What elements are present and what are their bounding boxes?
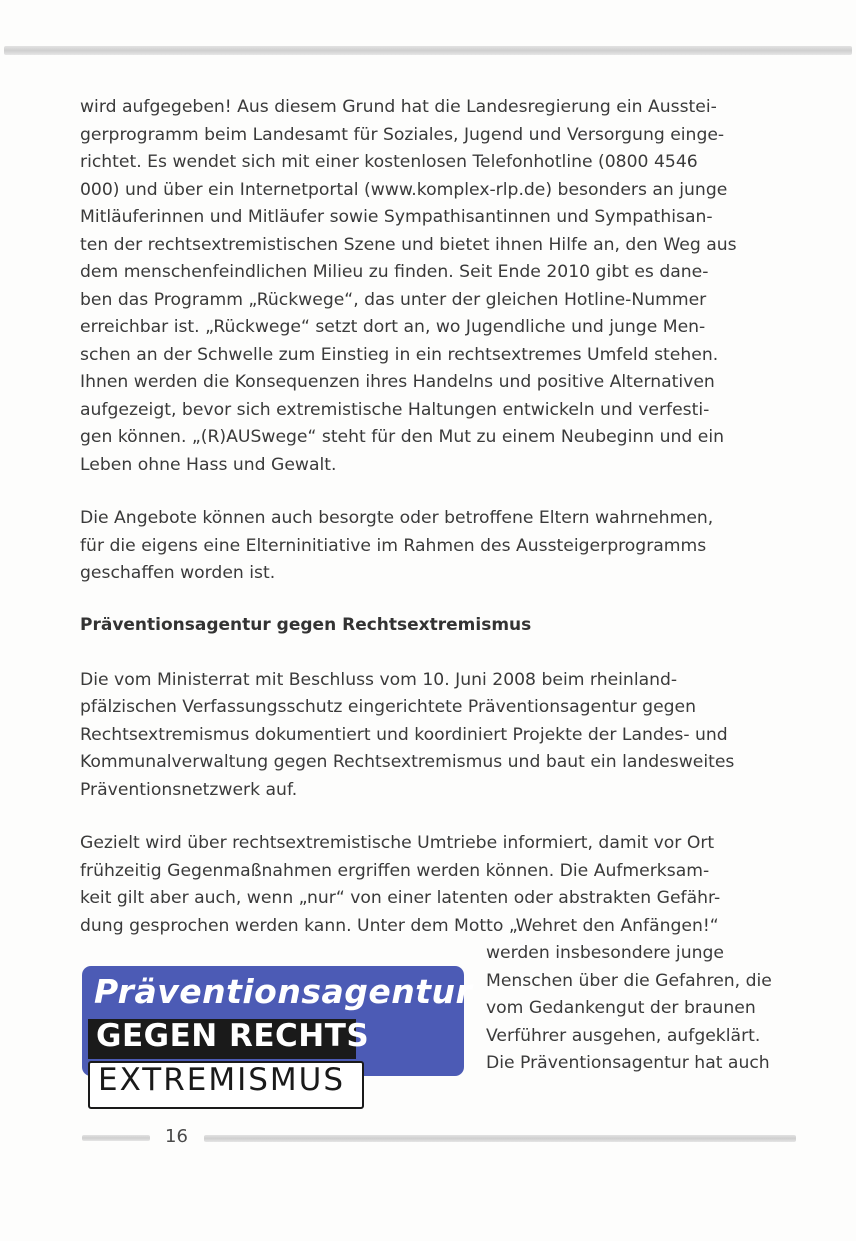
text-line: aufgezeigt, bevor sich extremistische Haltungen entwickeln und verfesti-: [80, 399, 710, 420]
text-line: schen an der Schwelle zum Einstieg in ein rechtsextremes Umfeld stehen.: [80, 344, 719, 365]
logo-title: Präventionsagentur: [94, 972, 473, 1011]
text-line: dung gesprochen werden kann. Unter dem Motto „Wehret den Anfängen!“: [80, 915, 719, 936]
text-line: Rechtsextremismus dokumentiert und koordiniert Projekte der Landes- und: [80, 724, 728, 745]
text-line: gen können. „(R)AUSwege“ steht für den Mut zu einem Neubeginn und ein: [80, 427, 725, 447]
paragraph-eltern: [80, 505, 800, 588]
text-line: vom Gedankengut der braunen: [486, 998, 756, 1018]
page-number: 16: [165, 1126, 188, 1147]
logo-line-extremismus: EXTREMISMUS: [98, 1062, 346, 1098]
paragraph-gezielt: [80, 830, 800, 940]
text-line: für die eigens eine Elterninitiative im Rahmen des Aussteigerprogramms: [80, 535, 707, 556]
text-line: richtet. Es wendet sich mit einer kostenlosen Telefonhotline (0800 4546: [80, 152, 698, 172]
text-line: ten der rechtsextremistischen Szene und bietet ihnen Hilfe an, den Weg aus: [80, 234, 737, 255]
paragraph-side-text: [486, 940, 806, 1078]
text-line: geschaffen worden ist.: [80, 563, 276, 583]
praeventionsagentur-logo: [82, 966, 473, 1112]
text-line: frühzeitig Gegenmaßnahmen ergriffen werden können. Die Aufmerksam-: [80, 860, 710, 881]
text-line: wird aufgegeben! Aus diesem Grund hat die Landesregierung ein Ausstei-: [80, 97, 717, 117]
text-line: erreichbar ist. „Rückwege“ setzt dort an, wo Jugendliche und junge Men-: [80, 317, 706, 337]
text-line: Verführer ausgehen, aufgeklärt.: [486, 1025, 761, 1046]
text-line: Die Angebote können auch besorgte oder betroffene Eltern wahrnehmen,: [80, 508, 714, 528]
text-line: dem menschenfeindlichen Milieu zu finden. Seit Ende 2010 gibt es dane-: [80, 262, 709, 282]
footer-rule-right: [204, 1135, 796, 1142]
spacer: [80, 588, 800, 612]
page-content: [80, 94, 800, 1098]
text-line: werden insbesondere junge: [486, 943, 724, 963]
text-line: Kommunalverwaltung gegen Rechtsextremismus und baut ein landesweites: [80, 752, 735, 772]
text-line: Gezielt wird über rechtsextremistische Umtriebe informiert, damit vor Ort: [80, 833, 715, 853]
text-line: pfälzischen Verfassungsschutz eingerichtete Präventionsagentur gegen: [80, 697, 697, 717]
text-line: Ihnen werden die Konsequenzen ihres Handelns und positive Alternativen: [80, 372, 715, 392]
text-line: Leben ohne Hass und Gewalt.: [80, 454, 337, 475]
text-line: 000) und über ein Internetportal (www.komplex-rlp.de) besonders an junge: [80, 179, 728, 200]
paragraph-aussteigerprogramm: [80, 94, 800, 479]
spacer: [80, 479, 800, 505]
text-line: Die vom Ministerrat mit Beschluss vom 10. Juni 2008 beim rheinland-: [80, 669, 678, 690]
text-line: ben das Programm „Rückwege“, das unter der gleichen Hotline-Nummer: [80, 289, 707, 310]
logo-line-gegen-rechts: GEGEN RECHTS: [96, 1018, 370, 1054]
text-line: gerprogramm beim Landesamt für Soziales, Jugend und Versorgung einge-: [80, 124, 725, 145]
text-line: Mitläuferinnen und Mitläufer sowie Sympathisantinnen und Sympathisan-: [80, 207, 713, 227]
paragraph-praeventionsagentur: [80, 667, 800, 805]
text-line: Menschen über die Gefahren, die: [486, 970, 772, 991]
footer-rule-left: [82, 1135, 150, 1141]
text-line: Die Präventionsagentur hat auch: [486, 1053, 770, 1073]
section-heading: Präventionsagentur gegen Rechtsextremismus: [80, 614, 532, 635]
text-line: Präventionsnetzwerk auf.: [80, 779, 298, 800]
text-line: keit gilt aber auch, wenn „nur“ von einer latenten oder abstrakten Gefähr-: [80, 888, 721, 908]
spacer: [80, 639, 800, 667]
top-rule: [4, 46, 852, 55]
spacer: [80, 804, 800, 830]
